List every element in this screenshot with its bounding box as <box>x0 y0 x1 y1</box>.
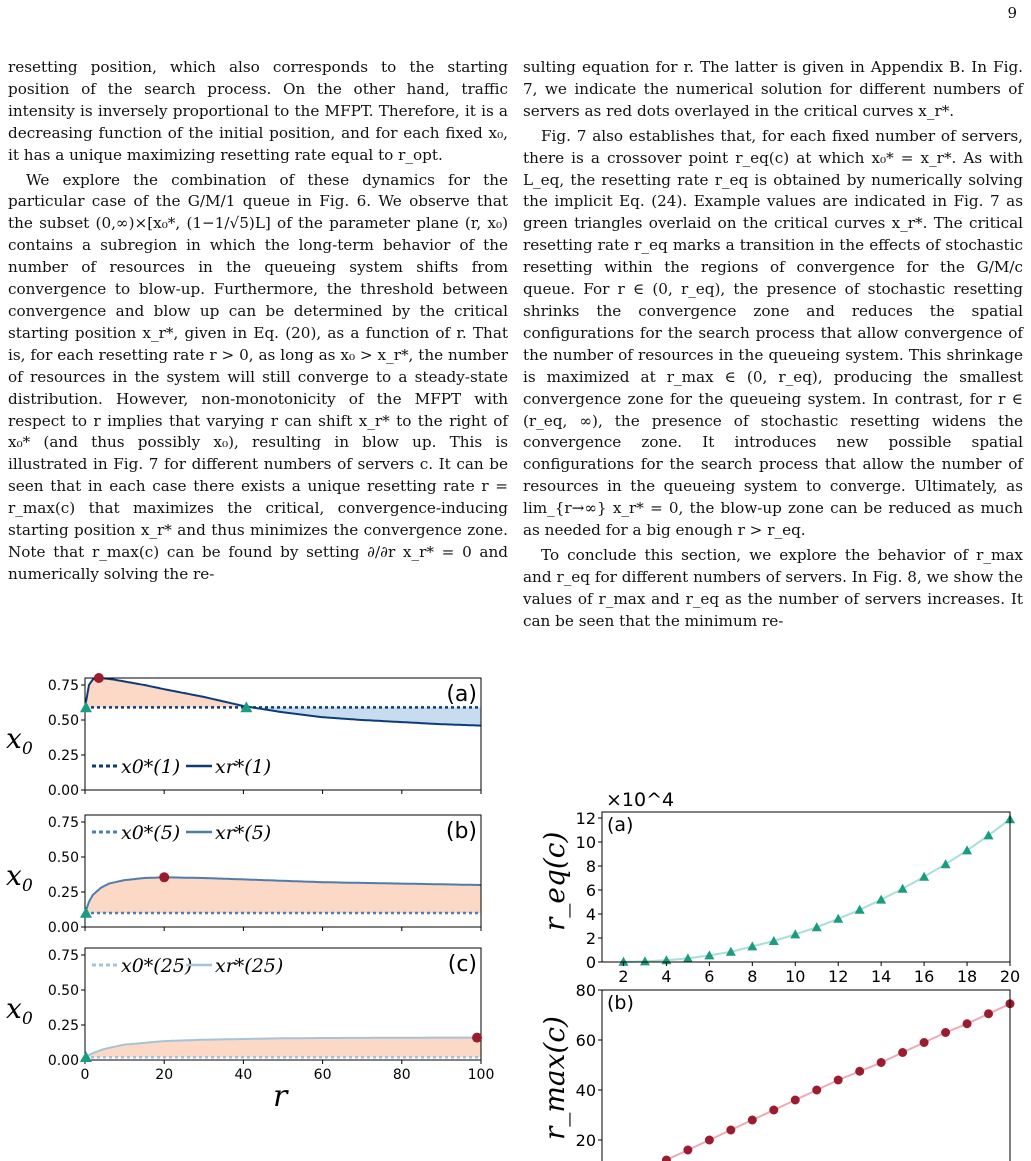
paragraph: To conclude this section, we explore the behavior of r_max and r_eq for different numbers of servers. In Fig. 8, we show the values of r_max and r_eq as the number of servers increases. It can be seen that the minimum re- <box>523 545 1023 630</box>
fig7-panel-b <box>6 815 481 936</box>
y-tick-label: 0.50 <box>47 983 79 999</box>
r-eq-triangle <box>962 845 972 854</box>
r-max-dot <box>877 1058 886 1067</box>
x-tick-label: 8 <box>747 967 758 986</box>
legend-label-xr-star: xr*(25) <box>215 955 284 977</box>
paragraph: resetting position, which also corresponds to the starting position of the search process. On the other hand, traffic intensity is inversely proportional to the MFPT. Therefore, it is a decreasing function of the initial position, and for each fixed x₀, it has a unique maximizing resetting rate equal to r_opt. <box>8 58 508 164</box>
y-axis-label-subscript: 0 <box>22 876 33 896</box>
r-max-dot <box>94 673 104 683</box>
r-max-dot <box>705 1136 714 1145</box>
convergence-shrink-region <box>85 678 481 707</box>
y-tick-label: 60 <box>575 1031 596 1050</box>
panel-label: (a) <box>607 814 634 836</box>
panel-label: (c) <box>447 952 477 977</box>
x-tick-label: 10 <box>785 967 806 986</box>
y-tick-label: 0 <box>585 953 596 972</box>
y-tick-label: 8 <box>585 857 596 876</box>
axis-multiplier: ×10^4 <box>606 790 675 811</box>
y-tick-label: 0.25 <box>47 1018 79 1034</box>
r-max-dot <box>662 1156 671 1161</box>
r-max-dot <box>920 1038 929 1047</box>
x-tick-label: 2 <box>618 967 629 986</box>
figure-7 <box>0 670 500 1161</box>
x-axis-label: r <box>273 1079 288 1114</box>
panel-frame <box>602 812 1010 962</box>
r-eq-triangle <box>919 872 929 881</box>
y-tick-label: 0.00 <box>47 783 79 799</box>
y-tick-label: 0.75 <box>47 678 79 694</box>
x-tick-label: 80 <box>392 1067 411 1083</box>
r-max-dot <box>748 1116 757 1125</box>
right-text-column <box>523 57 1023 633</box>
r-max-dot <box>898 1048 907 1057</box>
panel-label: (b) <box>607 992 634 1014</box>
legend-label-xr-star: xr*(5) <box>215 822 272 844</box>
r-max-dot <box>159 872 169 882</box>
paragraph: Fig. 7 also establishes that, for each fixed number of servers, there is a crossover point r_eq(c) at which x₀* = x_r*. As with L_eq, the resetting rate r_eq is obtained by numerically solving the implicit Eq. (24). Example values are indicated in Fig. 7 as green triangles overlaid on the critical curves x_r*. The critical resetting rate r_eq marks a transition in the effects of stochastic resetting within the regions of convergence for the G/M/c queue. For r ∈ (0, r_eq), the presence of stochastic resetting shrinks the convergence zone and reduces the spatial configurations for the search process that allow convergence of the number of resources in the queueing system. This shrinkage is maximized at r_max ∈ (0, r_eq), producing the smallest convergence zone for the queueing system. In contrast, for r ∈ (r_eq, ∞), the presence of stochastic resetting widens the convergence zone. It introduces new possible spatial configurations for the search process that allow the number of resources in the queueing system to converge. Ultimately, as lim_{r→∞} x_r* = 0, the blow-up zone can be reduced as much as needed for a big enough r > r_eq. <box>523 126 1023 540</box>
r-max-dot <box>472 1033 482 1043</box>
y-axis-label: x <box>6 992 22 1025</box>
r-max-dot <box>941 1028 950 1037</box>
y-tick-label: 10 <box>575 833 596 852</box>
page-number: 9 <box>1007 4 1017 22</box>
r-max-dot <box>726 1126 735 1135</box>
y-tick-label: 0.00 <box>47 1053 79 1069</box>
fig8-panel-a <box>538 790 1020 986</box>
paragraph: We explore the combination of these dynamics for the particular case of the G/M/1 queue in Fig. 6. We observe that the subset (0,∞)×[x₀*, (1−1/√5)L] of the parameter plane (r, x₀) contains a subregion in which the long-term behavior of the number of resources in the queueing system shifts from convergence to blow-up. Furthermore, the threshold between convergence and blow up can be determined by the critical starting position x_r*, given in Eq. (20), as a function of r. That is, for each resetting rate r > 0, as long as x₀ > x_r*, the number of resources in the system will still converge to a steady-state distribution. However, non-monotonicity of the MFPT with respect to r implies that varying r can shift x_r* to the right of x₀* (and thus possibly x₀), resulting in blow up. This is illustrated in Fig. 7 for different numbers of servers c. It can be seen that in each case there exists a unique resetting rate r = r_max(c) that maximizes the critical, convergence-inducing starting position x_r* and thus minimizes the convergence zone. Note that r_max(c) can be found by setting ∂/∂r x_r* = 0 and numerically solving the re- <box>8 170 508 583</box>
y-tick-label: 0.50 <box>47 713 79 729</box>
x-tick-label: 16 <box>913 967 935 986</box>
convergence-shrink-region <box>85 1038 481 1058</box>
x-tick-label: 6 <box>704 967 715 986</box>
r-eq-fit-line <box>624 819 1011 962</box>
x-tick-label: 14 <box>870 967 892 986</box>
r-max-dot <box>834 1076 843 1085</box>
y-tick-label: 0.25 <box>47 748 79 764</box>
figure-8 <box>520 790 1031 1161</box>
r-max-dot <box>683 1146 692 1155</box>
y-tick-label: 0.75 <box>47 948 79 964</box>
left-text-column <box>8 57 508 586</box>
paragraph: sulting equation for r. The latter is given in Appendix B. In Fig. 7, we indicate the numerical solution for different numbers of servers as red dots overlayed in the critical curves x_r*. <box>523 58 1023 120</box>
r-eq-triangle <box>941 859 951 868</box>
y-axis-label: x <box>6 722 22 755</box>
y-tick-label: 20 <box>575 1131 596 1150</box>
r-max-dot <box>791 1096 800 1105</box>
y-axis-label: x <box>6 859 22 892</box>
panel-frame <box>602 990 1010 1161</box>
r-eq-triangle <box>855 905 865 914</box>
x-tick-label: 4 <box>661 967 672 986</box>
legend-label-xr-star: xr*(1) <box>215 756 272 778</box>
legend-label-x0-star: x0*(1) <box>121 756 181 778</box>
panel-label: (b) <box>445 819 477 844</box>
x-tick-label: 60 <box>313 1067 332 1083</box>
y-tick-label: 0.25 <box>47 885 79 901</box>
x-tick-label: 20 <box>999 967 1021 986</box>
y-tick-label: 40 <box>575 1081 596 1100</box>
legend-label-x0-star: x0*(25) <box>121 955 193 977</box>
fig7-panel-c <box>6 948 494 1114</box>
y-tick-label: 2 <box>585 929 596 948</box>
y-tick-label: 0.00 <box>47 920 79 936</box>
x-tick-label: 20 <box>155 1067 174 1083</box>
y-axis-label: r_eq(c) <box>538 831 571 931</box>
y-tick-label: 0.50 <box>47 850 79 866</box>
panel-label: (a) <box>446 682 477 707</box>
x-tick-label: 12 <box>828 967 849 986</box>
x-tick-label: 18 <box>956 967 978 986</box>
r-max-dot <box>855 1067 864 1076</box>
r-max-fit-line <box>624 1004 1011 1161</box>
y-axis-label: r_max(c) <box>538 1016 571 1140</box>
y-axis-label-subscript: 0 <box>22 1009 33 1029</box>
y-tick-label: 4 <box>585 905 596 924</box>
x-tick-label: 0 <box>80 1067 90 1083</box>
y-tick-label: 0.75 <box>47 815 79 831</box>
r-eq-triangle <box>876 895 886 904</box>
y-tick-label: 6 <box>585 881 596 900</box>
fig7-panel-a <box>6 673 481 799</box>
y-tick-label: 12 <box>575 809 596 828</box>
y-tick-label: 80 <box>575 981 596 1000</box>
r-max-dot <box>963 1019 972 1028</box>
x-tick-label: 100 <box>467 1067 495 1083</box>
fig8-panel-b <box>538 981 1015 1161</box>
r-max-dot <box>769 1106 778 1115</box>
legend-label-x0-star: x0*(5) <box>121 822 181 844</box>
r-eq-triangle <box>898 884 908 893</box>
convergence-shrink-region <box>85 877 481 913</box>
y-axis-label-subscript: 0 <box>22 739 33 759</box>
x-tick-label: 40 <box>234 1067 253 1083</box>
r-max-dot <box>812 1086 821 1095</box>
r-max-dot <box>984 1009 993 1018</box>
